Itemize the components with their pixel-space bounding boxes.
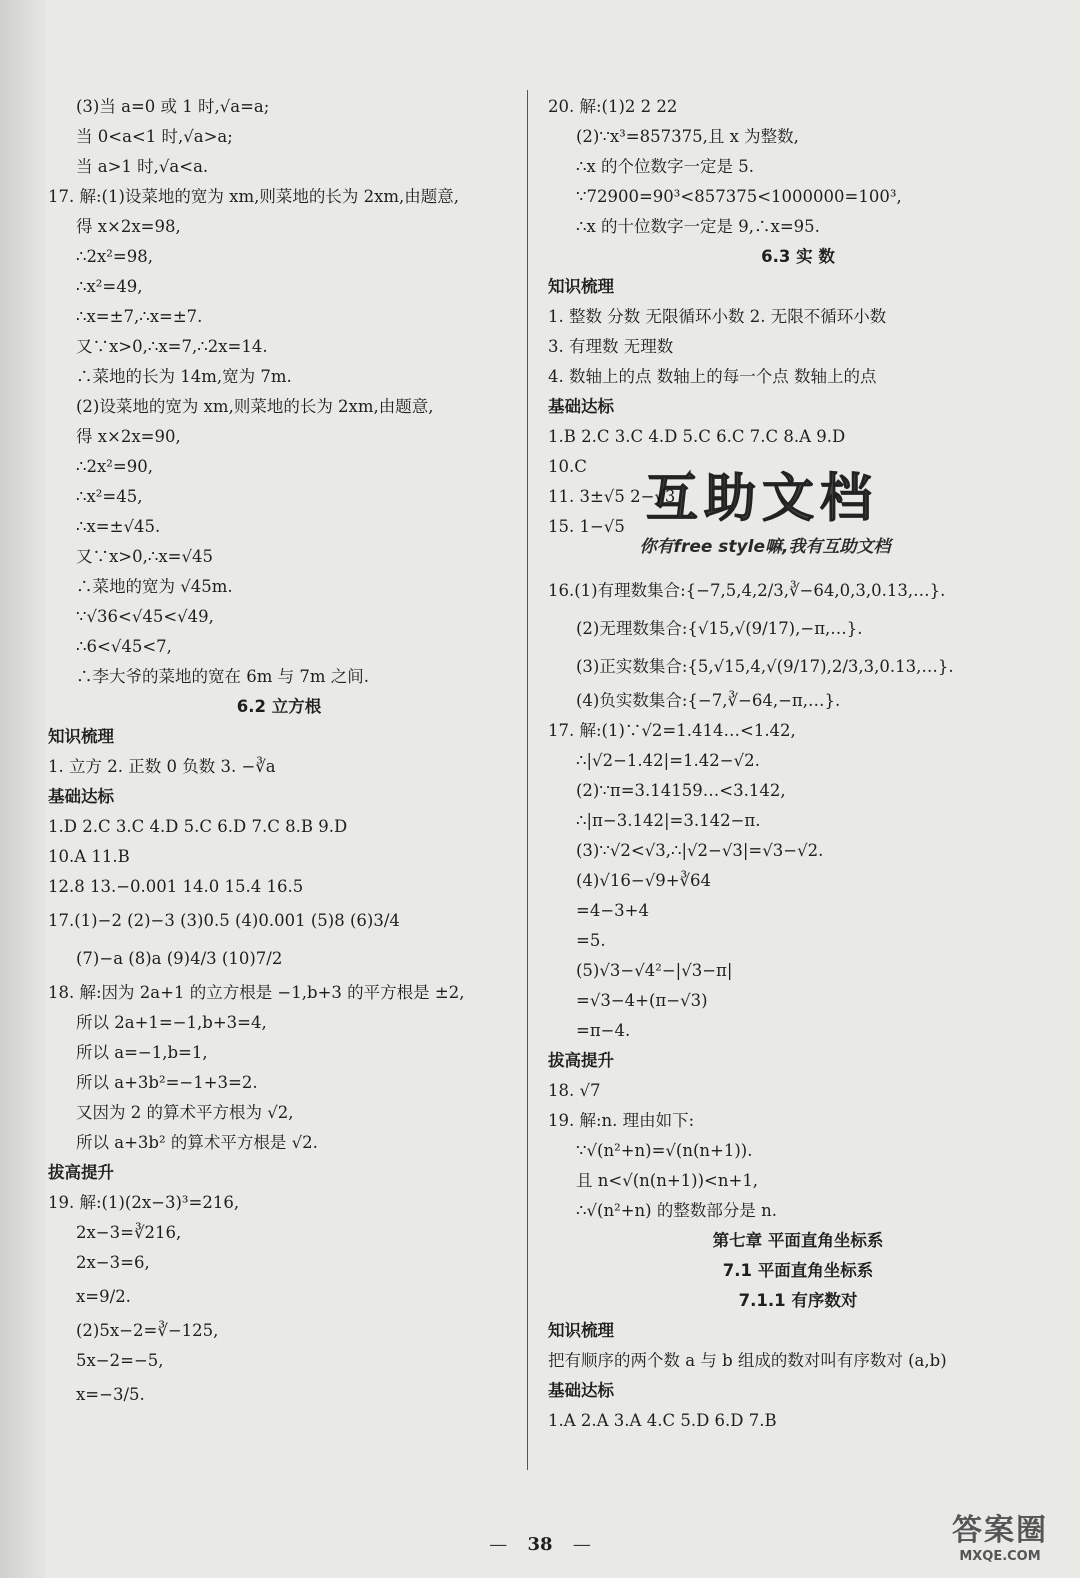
left-line: (3)当 a=0 或 1 时,√a=a; xyxy=(76,97,270,116)
right-line: (3)∵√2<√3,∴|√2−√3|=√3−√2. xyxy=(576,841,824,860)
left-line: ∴x²=49, xyxy=(76,277,143,296)
corner-logo-title: 答案圈 xyxy=(952,1513,1048,1548)
right-line: 第七章 平面直角坐标系 xyxy=(712,1231,884,1250)
right-line: 且 n<√(n(n+1))<n+1, xyxy=(576,1171,759,1190)
right-line: 16.(1)有理数集合:{−7,5,4,2/3,∛−64,0,3,0.13,…}. xyxy=(548,581,946,600)
right-line: 1.A 2.A 3.A 4.C 5.D 6.D 7.B xyxy=(548,1411,777,1430)
left-line: 得 x×2x=90, xyxy=(76,427,181,446)
left-line: (2)5x−2=∛−125, xyxy=(76,1321,219,1340)
left-line: 2x−3=6, xyxy=(76,1253,150,1272)
right-line: =4−3+4 xyxy=(576,901,649,920)
left-line: ∴x=±√45. xyxy=(76,517,161,536)
right-line: 7.1 平面直角坐标系 xyxy=(722,1261,874,1280)
watermark-slogan: 你有free style嘛,我有互助文档 xyxy=(639,537,891,557)
column-divider xyxy=(527,90,528,1470)
right-line: 知识梳理 xyxy=(548,277,614,296)
right-line: 基础达标 xyxy=(548,397,614,416)
left-line: 10.A 11.B xyxy=(48,847,130,866)
watermark-logo: 互助文档 xyxy=(645,469,878,529)
right-line: 20. 解:(1)2 2 22 xyxy=(548,97,678,116)
right-line: 6.3 实 数 xyxy=(761,247,835,266)
left-line: ∵√36<√45<√49, xyxy=(76,607,214,626)
footer-dash-right: — xyxy=(572,1534,591,1555)
right-line: ∵72900=90³<857375<1000000=100³, xyxy=(576,187,902,206)
right-line: =√3−4+(π−√3) xyxy=(576,991,708,1010)
book-spine-shadow xyxy=(0,0,46,1578)
right-line: ∴|π−3.142|=3.142−π. xyxy=(576,811,761,830)
left-line: 拔高提升 xyxy=(48,1163,114,1182)
right-line: 15. 1−√5 xyxy=(548,517,625,536)
left-line: 12.8 13.−0.001 14.0 15.4 16.5 xyxy=(48,877,304,896)
right-line: 1. 整数 分数 无限循环小数 2. 无限不循环小数 xyxy=(548,307,887,326)
left-line: 知识梳理 xyxy=(48,727,114,746)
left-line: 1. 立方 2. 正数 0 负数 3. −∛a xyxy=(48,757,276,776)
page-number: 38 xyxy=(527,1534,553,1555)
right-line: 3. 有理数 无理数 xyxy=(548,337,674,356)
right-line: 10.C xyxy=(548,457,587,476)
left-line: 5x−2=−5, xyxy=(76,1351,164,1370)
left-line: ∴6<√45<7, xyxy=(76,637,172,656)
right-line: 7.1.1 有序数对 xyxy=(738,1291,858,1310)
left-line: x=−3/5. xyxy=(76,1385,145,1404)
left-line: (7)−a (8)a (9)4/3 (10)7/2 xyxy=(76,949,283,968)
left-line: ∴2x²=98, xyxy=(76,247,153,266)
right-line: (3)正实数集合:{5,√15,4,√(9/17),2/3,3,0.13,…}. xyxy=(576,657,954,676)
left-line: 得 x×2x=98, xyxy=(76,217,181,236)
right-line: 把有顺序的两个数 a 与 b 组成的数对叫有序数对 (a,b) xyxy=(548,1351,947,1370)
right-line: (4)√16−√9+∛64 xyxy=(576,871,712,890)
page-footer xyxy=(0,1534,1080,1555)
left-line: 所以 a+3b²=−1+3=2. xyxy=(76,1073,258,1092)
left-line: (2)设菜地的宽为 xm,则菜地的长为 2xm,由题意, xyxy=(76,397,434,416)
left-line: 6.2 立方根 xyxy=(236,697,322,716)
left-line: 2x−3=∛216, xyxy=(76,1223,182,1242)
left-line: 又因为 2 的算术平方根为 √2, xyxy=(76,1103,294,1122)
right-line: 4. 数轴上的点 数轴上的每一个点 数轴上的点 xyxy=(548,367,877,386)
right-line: ∴√(n²+n) 的整数部分是 n. xyxy=(576,1201,777,1220)
right-line: (2)∵x³=857375,且 x 为整数, xyxy=(576,127,799,146)
left-line: ∴李大爷的菜地的宽在 6m 与 7m 之间. xyxy=(76,667,370,686)
right-line: =π−4. xyxy=(576,1021,631,1040)
right-line: (2)∵π=3.14159…<3.142, xyxy=(576,781,786,800)
footer-dash-left: — xyxy=(489,1534,508,1555)
right-line: 17. 解:(1)∵√2=1.414…<1.42, xyxy=(548,721,796,740)
right-line: (5)√3−√4²−|√3−π| xyxy=(576,961,733,980)
left-line: 所以 a+3b² 的算术平方根是 √2. xyxy=(76,1133,318,1152)
left-line: 17.(1)−2 (2)−3 (3)0.5 (4)0.001 (5)8 (6)3/4 xyxy=(48,911,400,930)
right-line: ∴|√2−1.42|=1.42−√2. xyxy=(576,751,760,770)
left-line: ∴2x²=90, xyxy=(76,457,153,476)
left-line: x=9/2. xyxy=(76,1287,131,1306)
left-line: 当 0<a<1 时,√a>a; xyxy=(76,127,233,146)
right-line: 1.B 2.C 3.C 4.D 5.C 6.C 7.C 8.A 9.D xyxy=(548,427,846,446)
right-line: ∴x 的十位数字一定是 9,∴x=95. xyxy=(576,217,820,236)
left-line: ∴x=±7,∴x=±7. xyxy=(76,307,203,326)
right-line: 11. 3±√5 2−√3 xyxy=(548,487,676,506)
left-column xyxy=(48,92,510,1414)
left-line: ∴x²=45, xyxy=(76,487,143,506)
left-line: 19. 解:(1)(2x−3)³=216, xyxy=(48,1193,240,1212)
corner-logo xyxy=(930,1514,1070,1574)
left-line: 当 a>1 时,√a<a. xyxy=(76,157,209,176)
right-line: (2)无理数集合:{√15,√(9/17),−π,…}. xyxy=(576,619,863,638)
right-line: =5. xyxy=(576,931,606,950)
right-line: ∵√(n²+n)=√(n(n+1)). xyxy=(576,1141,753,1160)
right-line: 拔高提升 xyxy=(548,1051,614,1070)
left-line: ∴菜地的宽为 √45m. xyxy=(76,577,233,596)
right-line: (4)负实数集合:{−7,∛−64,−π,…}. xyxy=(576,691,841,710)
left-line: 所以 2a+1=−1,b+3=4, xyxy=(76,1013,267,1032)
left-line: 1.D 2.C 3.C 4.D 5.C 6.D 7.C 8.B 9.D xyxy=(48,817,348,836)
left-line: 基础达标 xyxy=(48,787,114,806)
corner-logo-url: MXQE.COM xyxy=(959,1549,1041,1564)
right-line: ∴x 的个位数字一定是 5. xyxy=(576,157,755,176)
right-column xyxy=(548,92,1048,1436)
left-line: 17. 解:(1)设菜地的宽为 xm,则菜地的长为 2xm,由题意, xyxy=(48,187,460,206)
right-line: 知识梳理 xyxy=(548,1321,614,1340)
left-line: 所以 a=−1,b=1, xyxy=(76,1043,208,1062)
left-line: 又∵x>0,∴x=√45 xyxy=(76,547,214,566)
left-line: 又∵x>0,∴x=7,∴2x=14. xyxy=(76,337,268,356)
right-line: 18. √7 xyxy=(548,1081,601,1100)
left-line: ∴菜地的长为 14m,宽为 7m. xyxy=(76,367,292,386)
right-line: 基础达标 xyxy=(548,1381,614,1400)
left-line: 18. 解:因为 2a+1 的立方根是 −1,b+3 的平方根是 ±2, xyxy=(48,983,465,1002)
right-line: 19. 解:n. 理由如下: xyxy=(548,1111,695,1130)
